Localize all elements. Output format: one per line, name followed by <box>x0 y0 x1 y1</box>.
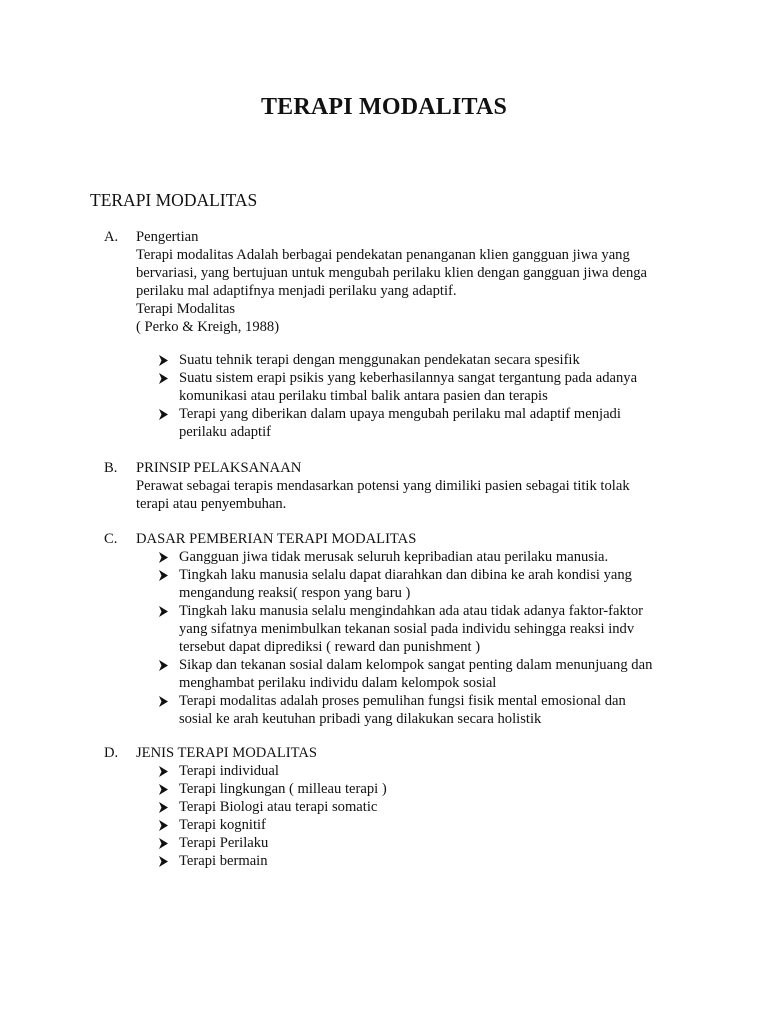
list-item-line: menghambat perilaku individu dalam kelompok sosial <box>179 675 497 691</box>
list-item-line: Terapi Perilaku <box>179 835 269 851</box>
list-item <box>158 798 716 816</box>
paragraph-line: Perawat sebagai terapis mendasarkan potensi yang dimiliki pasien sebagai titik tolak <box>136 478 630 494</box>
list-item-line: Terapi Biologi atau terapi somatic <box>179 799 378 815</box>
section-a <box>104 228 684 336</box>
list-item-line: tersebut dapat diprediksi ( reward dan punishment ) <box>179 639 481 655</box>
list-item-line: perilaku adaptif <box>179 424 271 440</box>
paragraph-line: Terapi Modalitas <box>136 301 236 317</box>
list-item <box>158 816 716 834</box>
arrow-bullet-icon <box>158 820 169 831</box>
arrow-bullet-icon <box>158 355 169 366</box>
section-letter: D. <box>104 745 119 761</box>
list-item <box>158 780 716 798</box>
list-item <box>158 834 716 852</box>
arrow-bullet-icon <box>158 856 169 867</box>
section-c <box>104 530 684 548</box>
list-item <box>158 351 716 369</box>
list-item-line: Tingkah laku manusia selalu mengindahkan ada atau tidak adanya faktor-faktor <box>179 603 643 619</box>
arrow-bullet-icon <box>158 766 169 777</box>
section-heading: Pengertian <box>136 229 199 245</box>
list-item <box>158 852 716 870</box>
paragraph-line: terapi atau penyembuhan. <box>136 496 287 512</box>
list-item-line: Terapi modalitas adalah proses pemulihan fungsi fisik mental emosional dan <box>179 693 626 709</box>
paragraph-line: perilaku mal adaptifnya menjadi perilaku yang adaptif. <box>136 283 457 299</box>
bullet-list <box>136 548 716 728</box>
section-heading: JENIS TERAPI MODALITAS <box>136 745 317 761</box>
list-item-line: Terapi lingkungan ( milleau terapi ) <box>179 781 387 797</box>
list-item-line: Tingkah laku manusia selalu dapat diarahkan dan dibina ke arah kondisi yang <box>179 567 632 583</box>
bullet-list <box>136 351 716 441</box>
document-title: TERAPI MODALITAS <box>260 94 508 120</box>
list-item-line: Suatu tehnik terapi dengan menggunakan pendekatan secara spesifik <box>179 352 580 368</box>
list-item-line: Sikap dan tekanan sosial dalam kelompok sangat penting dalam menunjuang dan <box>179 657 653 673</box>
list-item <box>158 762 716 780</box>
list-item <box>158 548 716 566</box>
list-item-line: Suatu sistem erapi psikis yang keberhasilannya sangat tergantung pada adanya <box>179 370 638 386</box>
arrow-bullet-icon <box>158 373 169 384</box>
list-item <box>158 656 716 692</box>
list-item-line: Terapi bermain <box>179 853 268 869</box>
list-item-line: Terapi individual <box>179 763 279 779</box>
list-item-line: mengandung reaksi( respon yang baru ) <box>179 585 411 601</box>
section-heading: PRINSIP PELAKSANAAN <box>136 460 302 476</box>
arrow-bullet-icon <box>158 409 169 420</box>
arrow-bullet-icon <box>158 784 169 795</box>
section-letter: A. <box>104 229 119 245</box>
bullet-list <box>136 762 716 870</box>
list-item-line: Terapi kognitif <box>179 817 266 833</box>
arrow-bullet-icon <box>158 552 169 563</box>
list-item <box>158 369 716 405</box>
section-paragraph <box>136 246 684 336</box>
list-item <box>158 405 716 441</box>
arrow-bullet-icon <box>158 606 169 617</box>
section-c-bullets <box>136 548 716 728</box>
arrow-bullet-icon <box>158 696 169 707</box>
list-item-line: yang sifatnya menimbulkan tekanan sosial pada individu sehingga reaksi indv <box>179 621 635 637</box>
section-letter: C. <box>104 531 118 547</box>
section-a-bullets <box>136 351 716 441</box>
arrow-bullet-icon <box>158 802 169 813</box>
section-b <box>104 459 684 513</box>
paragraph-line: Terapi modalitas Adalah berbagai pendekatan penanganan klien gangguan jiwa yang <box>136 247 630 263</box>
paragraph-line: bervariasi, yang bertujuan untuk mengubah perilaku klien dengan gangguan jiwa denga <box>136 265 648 281</box>
list-item-line: sosial ke arah keutuhan pribadi yang dilakukan secara holistik <box>179 711 542 727</box>
arrow-bullet-icon <box>158 570 169 581</box>
list-item <box>158 566 716 602</box>
arrow-bullet-icon <box>158 660 169 671</box>
list-item-line: komunikasi atau perilaku timbal balik antara pasien dan terapis <box>179 388 548 404</box>
document-subtitle: TERAPI MODALITAS <box>90 190 258 210</box>
paragraph-line: ( Perko & Kreigh, 1988) <box>136 319 280 335</box>
list-item-line: Terapi yang diberikan dalam upaya mengubah perilaku mal adaptif menjadi <box>179 406 621 422</box>
section-letter: B. <box>104 460 118 476</box>
section-d <box>104 744 684 762</box>
list-item <box>158 602 716 656</box>
list-item <box>158 692 716 728</box>
section-d-bullets <box>136 762 716 870</box>
list-item-line: Gangguan jiwa tidak merusak seluruh kepribadian atau perilaku manusia. <box>179 549 609 565</box>
section-heading: DASAR PEMBERIAN TERAPI MODALITAS <box>136 531 417 547</box>
arrow-bullet-icon <box>158 838 169 849</box>
